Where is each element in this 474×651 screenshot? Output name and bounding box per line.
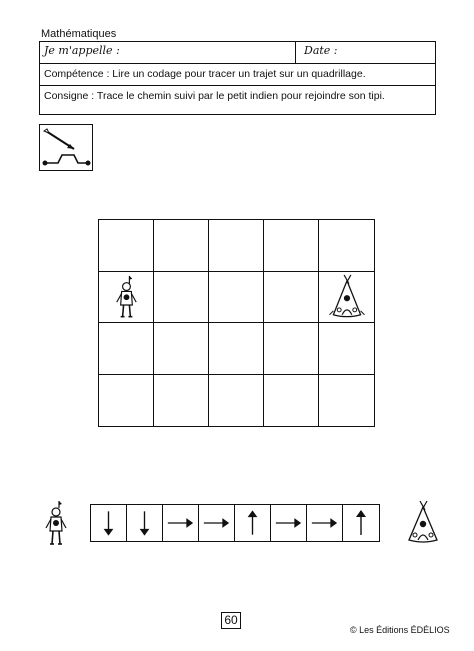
grid-cell[interactable] (264, 272, 319, 324)
name-date-divider (295, 42, 296, 63)
tipi-icon (404, 500, 442, 546)
competence-text: Compétence : Lire un codage pour tracer un trajet sur un quadrillage. (44, 68, 366, 80)
arrow-right-icon (307, 505, 343, 541)
grid-cell-indian-start[interactable] (99, 272, 154, 324)
grid-cell[interactable] (319, 220, 374, 272)
tipi-icon (319, 272, 374, 323)
grid-cell-tipi-goal[interactable] (319, 272, 374, 324)
arrow-down-icon (127, 505, 163, 541)
grid-cell[interactable] (99, 220, 154, 272)
grid-cell[interactable] (209, 375, 264, 427)
arrow-up-icon (235, 505, 271, 541)
pencil-path-icon (39, 124, 93, 171)
arrow-code-sequence (90, 504, 380, 542)
consigne-text: Consigne : Trace le chemin suivi par le petit indien pour rejoindre son tipi. (44, 90, 385, 102)
arrow-down-icon (91, 505, 127, 541)
indian-icon (99, 272, 153, 323)
grid-cell[interactable] (209, 323, 264, 375)
arrow-right-icon (271, 505, 307, 541)
name-date-row (40, 42, 435, 64)
arrow-up-icon (343, 505, 379, 541)
grid-cell[interactable] (154, 375, 209, 427)
grid-cell[interactable] (99, 375, 154, 427)
grid-cell[interactable] (264, 220, 319, 272)
arrow-right-icon (199, 505, 235, 541)
grid-cell[interactable] (264, 375, 319, 427)
grid-cell[interactable] (154, 323, 209, 375)
subject-title: Mathématiques (41, 28, 117, 40)
page-number: 60 (221, 612, 241, 629)
grid-cell[interactable] (264, 323, 319, 375)
grid-cell[interactable] (154, 272, 209, 324)
header-box (39, 41, 436, 115)
name-label: Je m'appelle : (44, 44, 120, 57)
grid-cell[interactable] (319, 375, 374, 427)
grid-cell[interactable] (99, 323, 154, 375)
competence-row (40, 64, 435, 86)
path-grid (98, 219, 375, 427)
arrow-right-icon (163, 505, 199, 541)
date-label: Date : (304, 44, 338, 57)
consigne-row (40, 86, 435, 114)
grid-cell[interactable] (154, 220, 209, 272)
grid-cell[interactable] (209, 220, 264, 272)
indian-icon (44, 500, 70, 548)
copyright: © Les Éditions ÉDÉLIOS (350, 625, 450, 635)
grid-cell[interactable] (319, 323, 374, 375)
grid-cell[interactable] (209, 272, 264, 324)
